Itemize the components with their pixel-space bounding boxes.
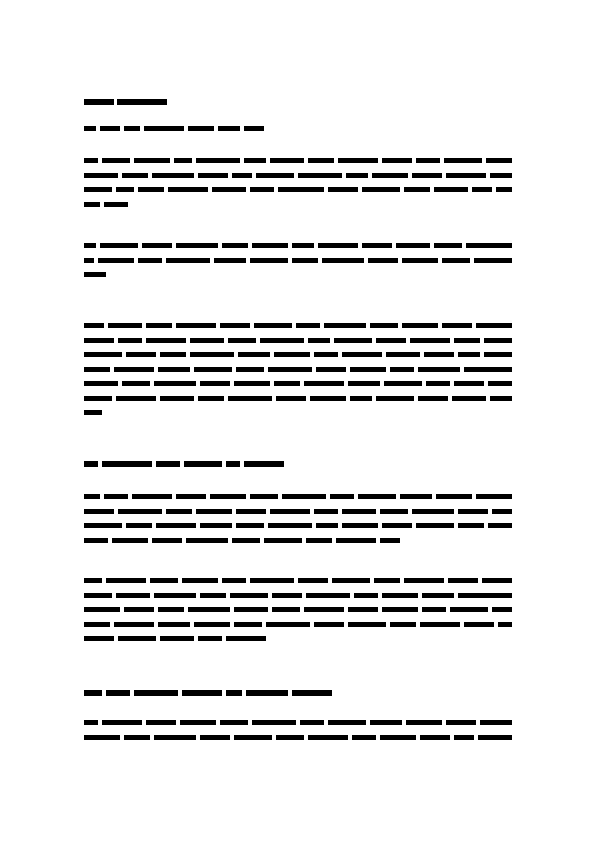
paragraph-line	[84, 523, 512, 528]
paragraph-line	[84, 607, 512, 612]
paragraph-line	[84, 593, 512, 598]
page-title	[84, 99, 512, 104]
paragraph-line	[84, 243, 512, 248]
paragraph-line	[84, 173, 512, 178]
paragraph-line	[84, 494, 512, 499]
page-subtitle	[84, 126, 512, 131]
paragraph-line	[84, 396, 512, 401]
paragraph-3	[84, 323, 512, 415]
paragraph-line	[84, 636, 512, 641]
section-heading-2	[84, 690, 512, 695]
paragraph-line	[84, 258, 512, 263]
paragraph-line	[84, 509, 512, 514]
paragraph-5	[84, 578, 512, 641]
subtitle-line	[84, 126, 512, 131]
paragraph-line	[84, 410, 512, 415]
paragraph-line	[84, 338, 512, 343]
heading-line	[84, 690, 512, 695]
paragraph-line	[84, 202, 512, 207]
paragraph-1	[84, 158, 512, 207]
paragraph-line	[84, 187, 512, 192]
paragraph-line	[84, 158, 512, 163]
paragraph-line	[84, 720, 512, 725]
paragraph-2	[84, 243, 512, 277]
paragraph-4	[84, 494, 512, 543]
paragraph-line	[84, 578, 512, 583]
paragraph-line	[84, 622, 512, 627]
paragraph-line	[84, 352, 512, 357]
title-line	[84, 99, 512, 104]
section-heading-1	[84, 461, 512, 466]
paragraph-line	[84, 367, 512, 372]
paragraph-line	[84, 538, 512, 543]
paragraph-line	[84, 323, 512, 328]
heading-line	[84, 461, 512, 466]
paragraph-6	[84, 720, 512, 740]
paragraph-line	[84, 381, 512, 386]
paragraph-line	[84, 272, 512, 277]
paragraph-line	[84, 735, 512, 740]
